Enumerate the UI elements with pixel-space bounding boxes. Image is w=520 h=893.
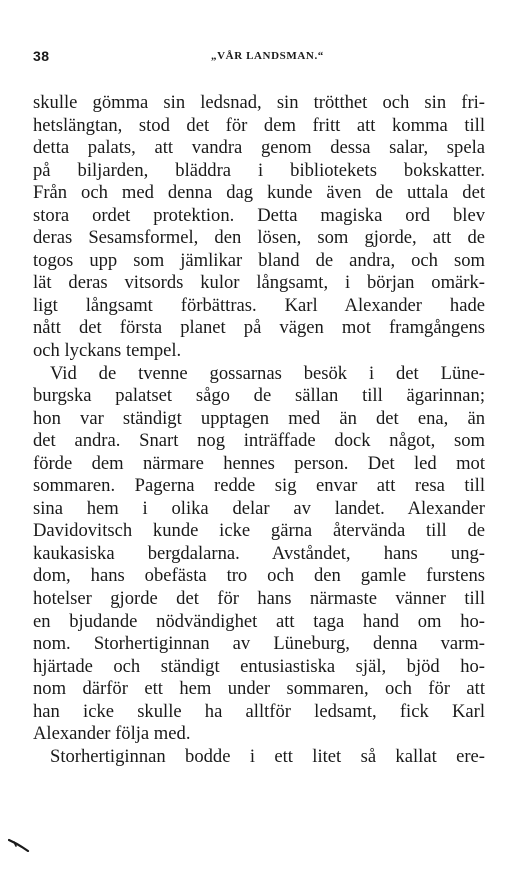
text-line: stora ordet protektion. Detta magiska ord blev (33, 204, 485, 226)
text-line: han icke skulle ha alltför ledsamt, fick Karl (33, 700, 485, 722)
paragraph-start-line: Storhertiginnan bodde i ett litet så kallat ere- (50, 745, 485, 767)
text-line: skulle gömma sin ledsnad, sin trötthet och sin fri- (33, 92, 485, 113)
text-line: hjärtade och ständigt entusiastiska själ, bjöd ho- (33, 655, 485, 677)
running-title: „VÅR LANDSMAN.“ (211, 50, 324, 62)
ink-mark-icon (8, 838, 30, 852)
text-line: nom därför ett hem under sommaren, och för att (33, 678, 485, 700)
text-line: en bjudande nödvändighet att taga hand om ho- (33, 610, 485, 632)
text-line: burgska palatset sågo de sällan till ägarinnan; (33, 385, 485, 407)
text-line: deras Sesamsformel, den lösen, som gjorde, att de (33, 227, 485, 249)
text-line: ligt långsamt förbättras. Karl Alexander hade (33, 294, 485, 316)
text-line: sommaren. Pagerna redde sig envar att resa till (33, 475, 485, 497)
text-line: det andra. Snart nog inträffade dock något, som (33, 430, 485, 452)
text-line: Davidovitsch kunde icke gärna återvända till de (33, 520, 485, 542)
body-text (33, 92, 485, 768)
text-line: på biljarden, bläddra i bibliotekets bokskatter. (33, 159, 485, 181)
text-line: förde dem närmare hennes person. Det led mot (33, 452, 485, 474)
paragraph-end-line: och lyckans tempel. (33, 340, 182, 362)
text-line: kaukasiska bergdalarna. Avståndet, hans ung- (33, 542, 485, 564)
paragraph-start-line: Vid de tvenne gossarnas besök i det Lüne- (50, 362, 485, 384)
text-line: nom. Storhertiginnan av Lüneburg, denna varm- (33, 633, 485, 655)
text-line: lät deras vitsords kulor långsamt, i början omärk- (33, 272, 485, 294)
paragraph-end-line: Alexander följa med. (33, 723, 191, 745)
text-line: nått det första planet på vägen mot framgångens (33, 317, 485, 339)
text-line: dom, hans obefästa tro och den gamle furstens (33, 565, 485, 587)
text-line: hon var ständigt upptagen med än det ena, än (33, 407, 485, 429)
text-line: sina hem i olika delar av landet. Alexander (33, 497, 485, 519)
text-line: hotelser gjorde det för hans närmaste vänner till (33, 588, 485, 610)
text-line: togos upp som jämlikar bland de andra, och som (33, 249, 485, 271)
text-line: hetslängtan, stod det för dem fritt att komma till (33, 114, 485, 136)
page-number: 38 (33, 48, 50, 64)
text-line: detta palats, att vandra genom dessa salar, spela (33, 137, 485, 159)
text-line: Från och med denna dag kunde även de uttala det (33, 182, 485, 204)
